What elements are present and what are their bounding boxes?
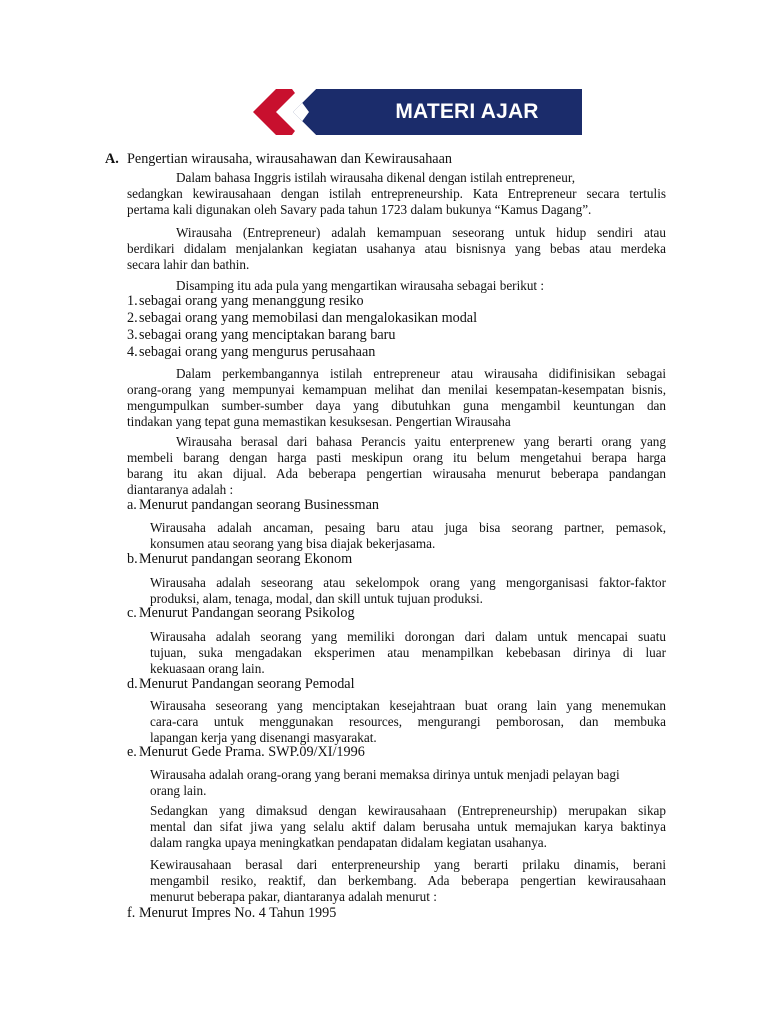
numbered-item-text: sebagai orang yang mengurus perusahaan [139,344,376,360]
item-body-line: orang lain. [150,783,207,798]
item-title: Menurut pandangan seorang Businessman [139,497,379,513]
item-body-line: Wirausaha adalah ancaman, pesaing baru atau juga bisa seorang partner, pemasok, [150,520,666,535]
paragraph-1-line: pertama kali digunakan oleh Savary pada tahun 1723 dalam bukunya “Kamus Dagang”. [127,202,592,217]
item-title: Menurut pandangan seorang Ekonom [139,551,353,567]
item-body-line: Wirausaha adalah orang-orang yang berani memaksa dirinya untuk menjadi pelayan bagi [150,767,620,782]
paragraph-4-line: tindakan yang tepat guna memastikan kesuksesan. Pengertian Wirausaha [127,414,511,429]
paragraph-5-line: barang itu akan dijual. Ada beberapa pengertian wirausaha menurut beberapa pandangan [127,466,666,481]
extra-paragraph-line: dalam rangka upaya meningkatkan pendapatan didalam kegiatan usahanya. [150,835,547,850]
paragraph-5-line: Wirausaha berasal dari bahasa Perancis yaitu enterprenew yang berarti orang yang [176,434,666,449]
paragraph-2-line: Wirausaha (Entrepreneur) adalah kemampuan seseorang untuk hidup sendiri atau [176,225,666,240]
paragraph-2-line: berdikari didalam menjalankan kegiatan usahanya atau bisnisnya yang bebas atau merdeka [127,241,666,256]
numbered-item-text: sebagai orang yang memobilasi dan mengalokasikan modal [139,310,478,326]
numbered-item-number: 4. [127,344,138,360]
paragraph-2-line: secara lahir dan bathin. [127,257,250,272]
item-body-line: Wirausaha adalah seseorang atau sekelompok orang yang mengorganisasi faktor-faktor [150,575,666,590]
item-body-line: Wirausaha adalah seorang yang memiliki dorongan dari dalam untuk mencapai suatu [150,629,666,644]
item-body-line: konsumen atau seorang yang bisa diajak bekerjasama. [150,536,436,551]
numbered-item-number: 2. [127,310,138,326]
item-title: Menurut Pandangan seorang Psikolog [139,605,355,621]
item-title: Menurut Pandangan seorang Pemodal [139,676,355,692]
item-body-line: produksi, alam, tenaga, modal, dan skill untuk tujuan produksi. [150,591,483,606]
item-body-line: tujuan, suka mengadakan eksperimen atau menampilkan kebebasan dirinya di luar [150,645,666,660]
numbered-item-text: sebagai orang yang menciptakan barang baru [139,327,396,343]
extra-paragraph-line: menurut beberapa pakar, diantaranya adalah menurut : [150,889,437,904]
item-label: b. [127,551,138,567]
extra-paragraph-line: mental dan sifat jiwa yang selalu aktif dalam berusaha untuk memajukan karya baktinya [150,819,666,834]
item-body-line: kekuasaan orang lain. [150,661,265,676]
item-body-line: cara-cara untuk menggunakan resources, mengurangi pemborosan, dan membuka [150,714,666,729]
paragraph-1-line: sedangkan kewirausahaan dengan istilah entrepreneurship. Kata Entrepreneur secara tertulis [127,186,666,201]
paragraph-1-line: Dalam bahasa Inggris istilah wirausaha dikenal dengan istilah entrepreneur, [176,170,575,185]
paragraph-4-line: orang-orang yang mempunyai kemampuan melihat dan menilai kesempatan-kesempatan bisnis, [127,382,666,397]
item-title: Menurut Impres No. 4 Tahun 1995 [139,905,337,921]
banner-title: MATERI AJAR [395,100,539,123]
numbered-item-number: 1. [127,293,138,309]
item-label: d. [127,676,138,692]
paragraph-4-line: mengumpulkan sumber-sumber daya yang dibutuhkan guna mengambil keuntungan dan [127,398,666,413]
paragraph-3: Disamping itu ada pula yang mengartikan wirausaha sebagai berikut : [176,278,545,293]
extra-paragraph-line: Kewirausahaan berasal dari enterpreneurship yang berarti prilaku dinamis, berani [150,857,666,872]
paragraph-5-line: membeli barang dengan harga pasti meskipun orang itu belum mengetahui berapa harga [127,450,666,465]
section-letter: A. [105,151,119,167]
item-label: f. [127,905,136,921]
extra-paragraph-line: mengambil resiko, reaktif, dan berkembang. Ada beberapa pengertian kewirausahaan [150,873,666,888]
item-title: Menurut Gede Prama. SWP.09/XI/1996 [139,744,365,760]
item-label: a. [127,497,137,513]
paragraph-5-line: diantaranya adalah : [127,482,234,497]
numbered-item-number: 3. [127,327,138,343]
item-body-line: lapangan kerja yang disenangi masyarakat. [150,730,377,745]
item-label: e. [127,744,137,760]
extra-paragraph-line: Sedangkan yang dimaksud dengan kewirausahaan (Entrepreneurship) merupakan sikap [150,803,666,818]
title-banner [252,89,582,135]
item-label: c. [127,605,137,621]
paragraph-4-line: Dalam perkembangannya istilah entrepreneur atau wirausaha didifinisikan sebagai [176,366,666,381]
item-body-line: Wirausaha seseorang yang menciptakan kesejahtraan buat orang lain yang menemukan [150,698,666,713]
numbered-item-text: sebagai orang yang menanggung resiko [139,293,364,309]
section-heading: Pengertian wirausaha, wirausahawan dan Kewirausahaan [127,151,452,167]
